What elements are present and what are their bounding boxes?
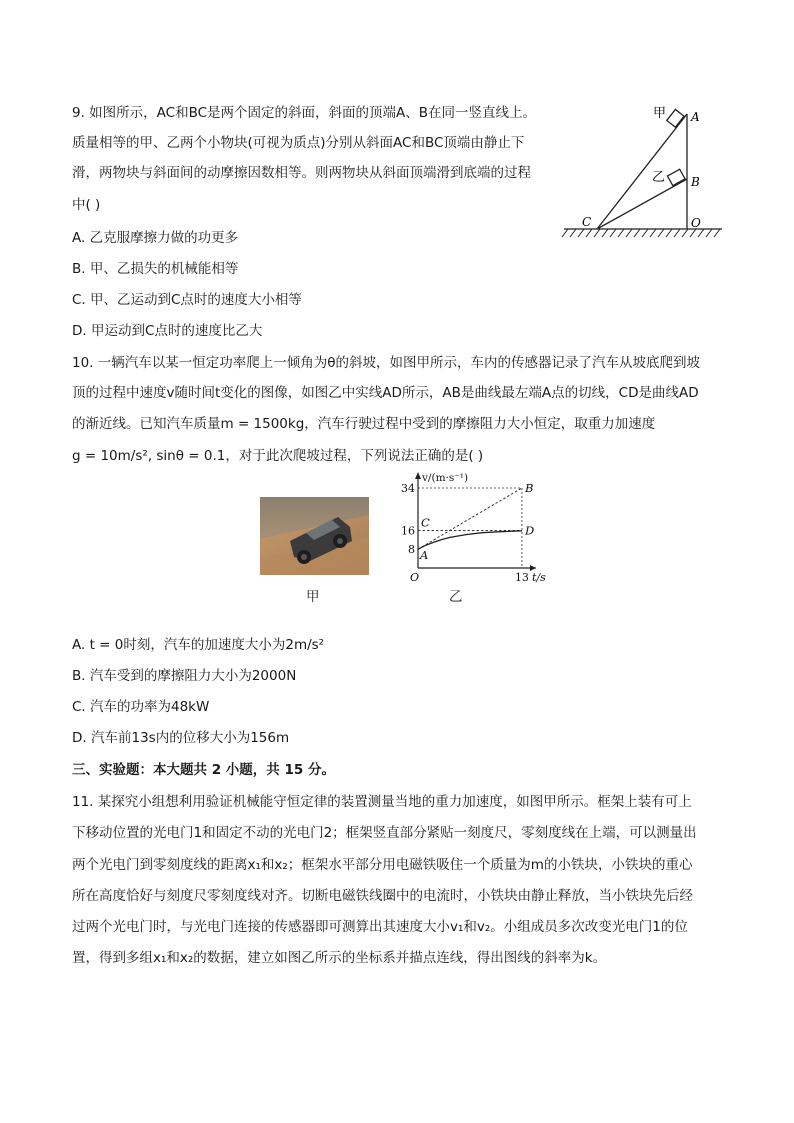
block-jia bbox=[667, 109, 684, 127]
point-label-d: D bbox=[524, 523, 535, 538]
block-yi bbox=[667, 169, 685, 185]
q10-option-d[interactable]: D. 汽车前13s内的位移大小为156m bbox=[72, 730, 290, 746]
q9-option-b[interactable]: B. 甲、乙损失的机械能相等 bbox=[72, 261, 239, 277]
q9-stem-line-1: 9. 如图所示，AC和BC是两个固定的斜面，斜面的顶端A、B在同一竖直线上。 bbox=[72, 105, 537, 121]
photo-caption-jia: 甲 bbox=[306, 589, 320, 605]
origin-label: O bbox=[410, 571, 420, 584]
vt-graph bbox=[388, 470, 546, 585]
ground-hatching bbox=[562, 229, 720, 237]
q10-option-b[interactable]: B. 汽车受到的摩擦阻力大小为2000N bbox=[72, 668, 297, 684]
q9-option-d[interactable]: D. 甲运动到C点时的速度比乙大 bbox=[72, 323, 263, 339]
q11-stem-line-6: 置，得到多组x₁和x₂的数据，建立如图乙所示的坐标系并描点连线，得出图线的斜率为k。 bbox=[72, 950, 607, 966]
point-label-c: C bbox=[421, 515, 430, 530]
y-tick-8: 8 bbox=[408, 543, 415, 557]
incline-bc bbox=[597, 179, 687, 229]
q11-stem-line-3: 两个光电门到零刻度线的距离x₁和x₂；框架水平部分用电磁铁吸住一个质量为m的小铁块，小铁块的重心 bbox=[72, 857, 693, 873]
incline-ac bbox=[597, 114, 687, 229]
q9-option-c[interactable]: C. 甲、乙运动到C点时的速度大小相等 bbox=[72, 292, 302, 308]
y-tick-34: 34 bbox=[401, 482, 415, 495]
y-tick-16: 16 bbox=[401, 524, 415, 538]
q10-stem-line-4: g = 10m/s², sinθ = 0.1，对于此次爬坡过程，下列说法正确的是( ) bbox=[72, 448, 484, 464]
q11-stem-line-5: 过两个光电门时，与光电门连接的传感器即可测算出其速度大小v₁和v₂。小组成员多次改变光电门1的位 bbox=[72, 919, 688, 935]
x-axis-label: t/s bbox=[531, 571, 546, 584]
label-b: B bbox=[691, 175, 700, 189]
point-label-a: A bbox=[420, 548, 429, 563]
q9-incline-figure bbox=[560, 100, 730, 245]
y-axis-arrow bbox=[415, 472, 421, 479]
q11-stem-line-4: 所在高度恰好与刻度尺零刻度线对齐。切断电磁铁线圈中的电流时，小铁块由静止释放，当小铁块先后经 bbox=[72, 888, 693, 904]
label-c: C bbox=[582, 215, 592, 229]
q10-stem-line-3: 的渐近线。已知汽车质量m = 1500kg，汽车行驶过程中受到的摩擦阻力大小恒定，取重力加速度 bbox=[72, 416, 656, 432]
section-heading: 三、实验题：本大题共 2 小题，共 15 分。 bbox=[72, 762, 335, 778]
q11-stem-line-1: 11. 某探究小组想利用验证机械能守恒定律的装置测量当地的重力加速度，如图甲所示。框架上装有可上 bbox=[72, 794, 692, 810]
label-yi: 乙 bbox=[652, 170, 666, 185]
label-a: A bbox=[691, 110, 700, 124]
q9-stem-line-4: 中( ) bbox=[72, 197, 101, 213]
q10-option-c[interactable]: C. 汽车的功率为48kW bbox=[72, 699, 210, 715]
q11-stem-line-2: 下移动位置的光电门1和固定不动的光电门2；框架竖直部分紧贴一刻度尺，零刻度线在上端，可以测量出 bbox=[72, 825, 697, 841]
q10-option-a[interactable]: A. t = 0时刻，汽车的加速度大小为2m/s² bbox=[72, 637, 325, 653]
q9-option-a[interactable]: A. 乙克服摩擦力做的功更多 bbox=[72, 230, 239, 246]
label-o: O bbox=[691, 216, 701, 230]
label-jia: 甲 bbox=[653, 106, 667, 121]
q9-stem-line-2: 质量相等的甲、乙两个小物块(可视为质点)分别从斜面AC和BC顶端由静止下 bbox=[72, 135, 525, 151]
car-climbing-photo bbox=[260, 497, 369, 575]
q10-stem-line-1: 10. 一辆汽车以某一恒定功率爬上一倾角为θ的斜坡，如图甲所示，车内的传感器记录了汽车从坡底爬到坡 bbox=[72, 355, 701, 371]
series-ab-tangent bbox=[418, 488, 522, 549]
y-axis-label: v/(m·s⁻¹) bbox=[422, 472, 469, 484]
point-label-b: B bbox=[524, 481, 534, 495]
q9-stem-line-3: 滑，两物块与斜面间的动摩擦因数相等。则两物块从斜面顶端滑到底端的过程 bbox=[72, 165, 531, 181]
graph-caption-yi: 乙 bbox=[449, 589, 463, 605]
q10-stem-line-2: 顶的过程中速度v随时间t变化的图像，如图乙中实线AD所示，AB是曲线最左端A点的切线，CD是曲线AD bbox=[72, 385, 699, 401]
x-tick-13: 13 bbox=[514, 571, 529, 584]
